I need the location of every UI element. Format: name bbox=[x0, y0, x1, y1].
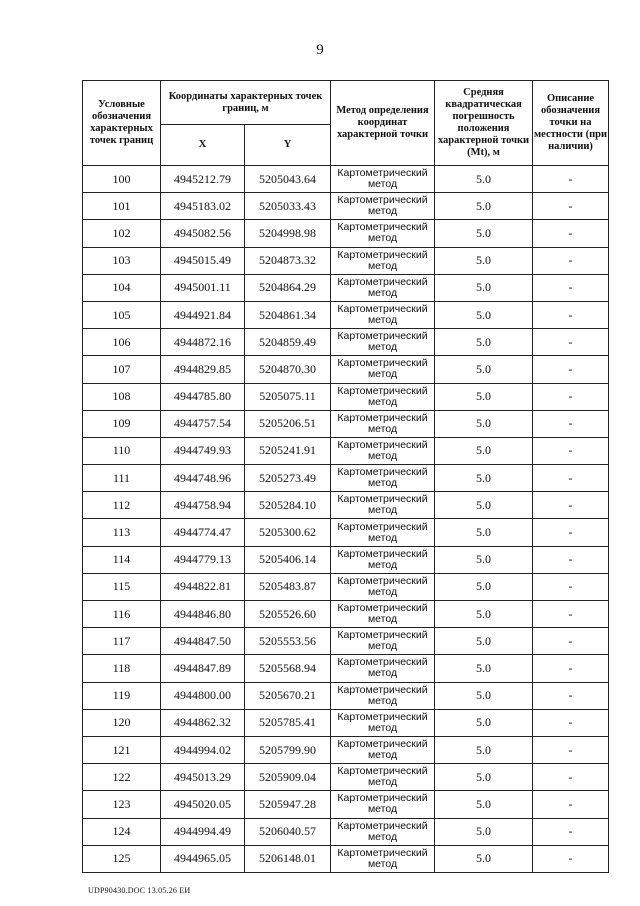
cell-method: Картометрический метод bbox=[331, 410, 435, 437]
cell-description: - bbox=[533, 220, 609, 247]
cell-coord-x: 4944774.47 bbox=[161, 519, 245, 546]
cell-rms-error: 5.0 bbox=[435, 492, 533, 519]
header-rms-error: Средняя квадратическая погрешность положения характерной точки (Mt), м bbox=[435, 81, 533, 166]
cell-description: - bbox=[533, 329, 609, 356]
cell-coord-y: 5205526.60 bbox=[245, 601, 331, 628]
table-row bbox=[83, 220, 609, 247]
cell-method: Картометрический метод bbox=[331, 845, 435, 872]
header-coordinates: Координаты характерных точек границ, м bbox=[161, 81, 331, 125]
cell-description: - bbox=[533, 356, 609, 383]
cell-point-id: 106 bbox=[83, 329, 161, 356]
cell-point-id: 114 bbox=[83, 546, 161, 573]
cell-coord-y: 5204870.30 bbox=[245, 356, 331, 383]
table-row bbox=[83, 492, 609, 519]
cell-point-id: 100 bbox=[83, 166, 161, 193]
cell-coord-x: 4944749.93 bbox=[161, 437, 245, 464]
cell-method: Картометрический метод bbox=[331, 601, 435, 628]
document-footer: UDP90430.DOC 13.05.26 EИ bbox=[88, 886, 191, 895]
cell-rms-error: 5.0 bbox=[435, 764, 533, 791]
cell-description: - bbox=[533, 193, 609, 220]
cell-point-id: 117 bbox=[83, 628, 161, 655]
header-description: Описание обозначения точки на местности (при наличии) bbox=[533, 81, 609, 166]
cell-coord-x: 4944800.00 bbox=[161, 682, 245, 709]
cell-description: - bbox=[533, 764, 609, 791]
cell-coord-y: 5206148.01 bbox=[245, 845, 331, 872]
cell-method: Картометрический метод bbox=[331, 220, 435, 247]
table-row bbox=[83, 437, 609, 464]
cell-description: - bbox=[533, 519, 609, 546]
cell-coord-x: 4944846.80 bbox=[161, 601, 245, 628]
cell-rms-error: 5.0 bbox=[435, 166, 533, 193]
cell-coord-y: 5205273.49 bbox=[245, 465, 331, 492]
cell-method: Картометрический метод bbox=[331, 546, 435, 573]
cell-coord-y: 5204859.49 bbox=[245, 329, 331, 356]
cell-coord-y: 5205033.43 bbox=[245, 193, 331, 220]
cell-method: Картометрический метод bbox=[331, 356, 435, 383]
cell-coord-x: 4944779.13 bbox=[161, 546, 245, 573]
cell-point-id: 104 bbox=[83, 274, 161, 301]
cell-coord-x: 4944862.32 bbox=[161, 709, 245, 736]
cell-rms-error: 5.0 bbox=[435, 329, 533, 356]
cell-coord-x: 4944748.96 bbox=[161, 465, 245, 492]
cell-method: Картометрический метод bbox=[331, 628, 435, 655]
table-row bbox=[83, 356, 609, 383]
cell-rms-error: 5.0 bbox=[435, 301, 533, 328]
cell-rms-error: 5.0 bbox=[435, 519, 533, 546]
cell-coord-y: 5205909.04 bbox=[245, 764, 331, 791]
cell-method: Картометрический метод bbox=[331, 655, 435, 682]
table-row bbox=[83, 247, 609, 274]
cell-method: Картометрический метод bbox=[331, 492, 435, 519]
cell-rms-error: 5.0 bbox=[435, 573, 533, 600]
cell-coord-y: 5205799.90 bbox=[245, 736, 331, 763]
cell-point-id: 120 bbox=[83, 709, 161, 736]
cell-rms-error: 5.0 bbox=[435, 682, 533, 709]
cell-description: - bbox=[533, 628, 609, 655]
cell-method: Картометрический метод bbox=[331, 247, 435, 274]
cell-description: - bbox=[533, 818, 609, 845]
table-row bbox=[83, 655, 609, 682]
cell-description: - bbox=[533, 845, 609, 872]
cell-coord-y: 5206040.57 bbox=[245, 818, 331, 845]
cell-coord-x: 4944758.94 bbox=[161, 492, 245, 519]
cell-rms-error: 5.0 bbox=[435, 247, 533, 274]
cell-point-id: 115 bbox=[83, 573, 161, 600]
cell-method: Картометрический метод bbox=[331, 764, 435, 791]
header-point-designation: Условные обозначения характерных точек границ bbox=[83, 81, 161, 166]
cell-coord-y: 5205785.41 bbox=[245, 709, 331, 736]
table-row bbox=[83, 383, 609, 410]
cell-method: Картометрический метод bbox=[331, 465, 435, 492]
cell-coord-y: 5204861.34 bbox=[245, 301, 331, 328]
cell-coord-x: 4944757.54 bbox=[161, 410, 245, 437]
cell-description: - bbox=[533, 601, 609, 628]
table-body bbox=[83, 166, 609, 873]
cell-point-id: 118 bbox=[83, 655, 161, 682]
cell-rms-error: 5.0 bbox=[435, 356, 533, 383]
cell-description: - bbox=[533, 383, 609, 410]
cell-coord-x: 4945013.29 bbox=[161, 764, 245, 791]
cell-rms-error: 5.0 bbox=[435, 383, 533, 410]
cell-description: - bbox=[533, 546, 609, 573]
cell-description: - bbox=[533, 655, 609, 682]
cell-point-id: 119 bbox=[83, 682, 161, 709]
table-row bbox=[83, 736, 609, 763]
table-row bbox=[83, 682, 609, 709]
cell-point-id: 112 bbox=[83, 492, 161, 519]
cell-coord-y: 5205241.91 bbox=[245, 437, 331, 464]
cell-description: - bbox=[533, 682, 609, 709]
cell-coord-x: 4944921.84 bbox=[161, 301, 245, 328]
cell-point-id: 107 bbox=[83, 356, 161, 383]
cell-method: Картометрический метод bbox=[331, 274, 435, 301]
cell-coord-x: 4944965.05 bbox=[161, 845, 245, 872]
cell-description: - bbox=[533, 301, 609, 328]
cell-description: - bbox=[533, 437, 609, 464]
cell-method: Картометрический метод bbox=[331, 709, 435, 736]
cell-point-id: 125 bbox=[83, 845, 161, 872]
cell-description: - bbox=[533, 274, 609, 301]
cell-rms-error: 5.0 bbox=[435, 818, 533, 845]
table-row bbox=[83, 628, 609, 655]
cell-method: Картометрический метод bbox=[331, 736, 435, 763]
cell-rms-error: 5.0 bbox=[435, 546, 533, 573]
cell-coord-y: 5205406.14 bbox=[245, 546, 331, 573]
cell-description: - bbox=[533, 791, 609, 818]
cell-coord-y: 5205483.87 bbox=[245, 573, 331, 600]
cell-rms-error: 5.0 bbox=[435, 845, 533, 872]
cell-method: Картометрический метод bbox=[331, 329, 435, 356]
cell-rms-error: 5.0 bbox=[435, 736, 533, 763]
table-row bbox=[83, 573, 609, 600]
table-row bbox=[83, 845, 609, 872]
table-row bbox=[83, 301, 609, 328]
cell-coord-y: 5205206.51 bbox=[245, 410, 331, 437]
table-row bbox=[83, 410, 609, 437]
table-row bbox=[83, 465, 609, 492]
cell-rms-error: 5.0 bbox=[435, 274, 533, 301]
table-row bbox=[83, 519, 609, 546]
cell-rms-error: 5.0 bbox=[435, 709, 533, 736]
cell-method: Картометрический метод bbox=[331, 437, 435, 464]
cell-description: - bbox=[533, 465, 609, 492]
cell-point-id: 111 bbox=[83, 465, 161, 492]
cell-method: Картометрический метод bbox=[331, 573, 435, 600]
cell-point-id: 105 bbox=[83, 301, 161, 328]
cell-point-id: 116 bbox=[83, 601, 161, 628]
table-row bbox=[83, 601, 609, 628]
table-row bbox=[83, 166, 609, 193]
cell-description: - bbox=[533, 709, 609, 736]
cell-rms-error: 5.0 bbox=[435, 791, 533, 818]
boundary-points-table bbox=[82, 80, 609, 873]
cell-point-id: 122 bbox=[83, 764, 161, 791]
cell-coord-x: 4945020.05 bbox=[161, 791, 245, 818]
cell-rms-error: 5.0 bbox=[435, 193, 533, 220]
cell-rms-error: 5.0 bbox=[435, 410, 533, 437]
cell-point-id: 113 bbox=[83, 519, 161, 546]
cell-coord-y: 5205553.56 bbox=[245, 628, 331, 655]
cell-coord-x: 4944847.89 bbox=[161, 655, 245, 682]
cell-point-id: 102 bbox=[83, 220, 161, 247]
cell-point-id: 103 bbox=[83, 247, 161, 274]
cell-coord-y: 5204873.32 bbox=[245, 247, 331, 274]
cell-method: Картометрический метод bbox=[331, 166, 435, 193]
table-row bbox=[83, 329, 609, 356]
cell-method: Картометрический метод bbox=[331, 301, 435, 328]
cell-point-id: 124 bbox=[83, 818, 161, 845]
cell-description: - bbox=[533, 573, 609, 600]
cell-description: - bbox=[533, 166, 609, 193]
cell-coord-x: 4945015.49 bbox=[161, 247, 245, 274]
cell-method: Картометрический метод bbox=[331, 682, 435, 709]
cell-method: Картометрический метод bbox=[331, 791, 435, 818]
cell-description: - bbox=[533, 736, 609, 763]
cell-coord-x: 4944785.80 bbox=[161, 383, 245, 410]
cell-method: Картометрический метод bbox=[331, 519, 435, 546]
cell-point-id: 121 bbox=[83, 736, 161, 763]
cell-rms-error: 5.0 bbox=[435, 220, 533, 247]
cell-coord-y: 5205568.94 bbox=[245, 655, 331, 682]
table-row bbox=[83, 546, 609, 573]
table-row bbox=[83, 791, 609, 818]
page-number: 9 bbox=[316, 42, 324, 58]
cell-coord-y: 5205075.11 bbox=[245, 383, 331, 410]
cell-method: Картометрический метод bbox=[331, 818, 435, 845]
cell-rms-error: 5.0 bbox=[435, 601, 533, 628]
cell-description: - bbox=[533, 247, 609, 274]
cell-description: - bbox=[533, 410, 609, 437]
cell-coord-x: 4945001.11 bbox=[161, 274, 245, 301]
cell-point-id: 110 bbox=[83, 437, 161, 464]
cell-point-id: 123 bbox=[83, 791, 161, 818]
cell-coord-x: 4944872.16 bbox=[161, 329, 245, 356]
cell-coord-x: 4945082.56 bbox=[161, 220, 245, 247]
table-row bbox=[83, 818, 609, 845]
cell-coord-y: 5205300.62 bbox=[245, 519, 331, 546]
table-row bbox=[83, 274, 609, 301]
cell-coord-y: 5205947.28 bbox=[245, 791, 331, 818]
cell-coord-y: 5204864.29 bbox=[245, 274, 331, 301]
table-row bbox=[83, 764, 609, 791]
table-row bbox=[83, 709, 609, 736]
header-method: Метод определения координат характерной точки bbox=[331, 81, 435, 166]
cell-coord-y: 5205043.64 bbox=[245, 166, 331, 193]
cell-coord-x: 4944847.50 bbox=[161, 628, 245, 655]
cell-rms-error: 5.0 bbox=[435, 655, 533, 682]
cell-coord-x: 4944994.02 bbox=[161, 736, 245, 763]
table-row bbox=[83, 193, 609, 220]
cell-rms-error: 5.0 bbox=[435, 628, 533, 655]
header-y: Y bbox=[245, 125, 331, 166]
cell-method: Картометрический метод bbox=[331, 193, 435, 220]
cell-rms-error: 5.0 bbox=[435, 437, 533, 464]
cell-coord-x: 4945183.02 bbox=[161, 193, 245, 220]
cell-coord-x: 4945212.79 bbox=[161, 166, 245, 193]
cell-method: Картометрический метод bbox=[331, 383, 435, 410]
cell-coord-y: 5205670.21 bbox=[245, 682, 331, 709]
cell-description: - bbox=[533, 492, 609, 519]
cell-rms-error: 5.0 bbox=[435, 465, 533, 492]
cell-coord-x: 4944994.49 bbox=[161, 818, 245, 845]
cell-coord-y: 5205284.10 bbox=[245, 492, 331, 519]
cell-coord-x: 4944829.85 bbox=[161, 356, 245, 383]
cell-coord-x: 4944822.81 bbox=[161, 573, 245, 600]
cell-coord-y: 5204998.98 bbox=[245, 220, 331, 247]
cell-point-id: 108 bbox=[83, 383, 161, 410]
header-x: X bbox=[161, 125, 245, 166]
cell-point-id: 101 bbox=[83, 193, 161, 220]
cell-point-id: 109 bbox=[83, 410, 161, 437]
